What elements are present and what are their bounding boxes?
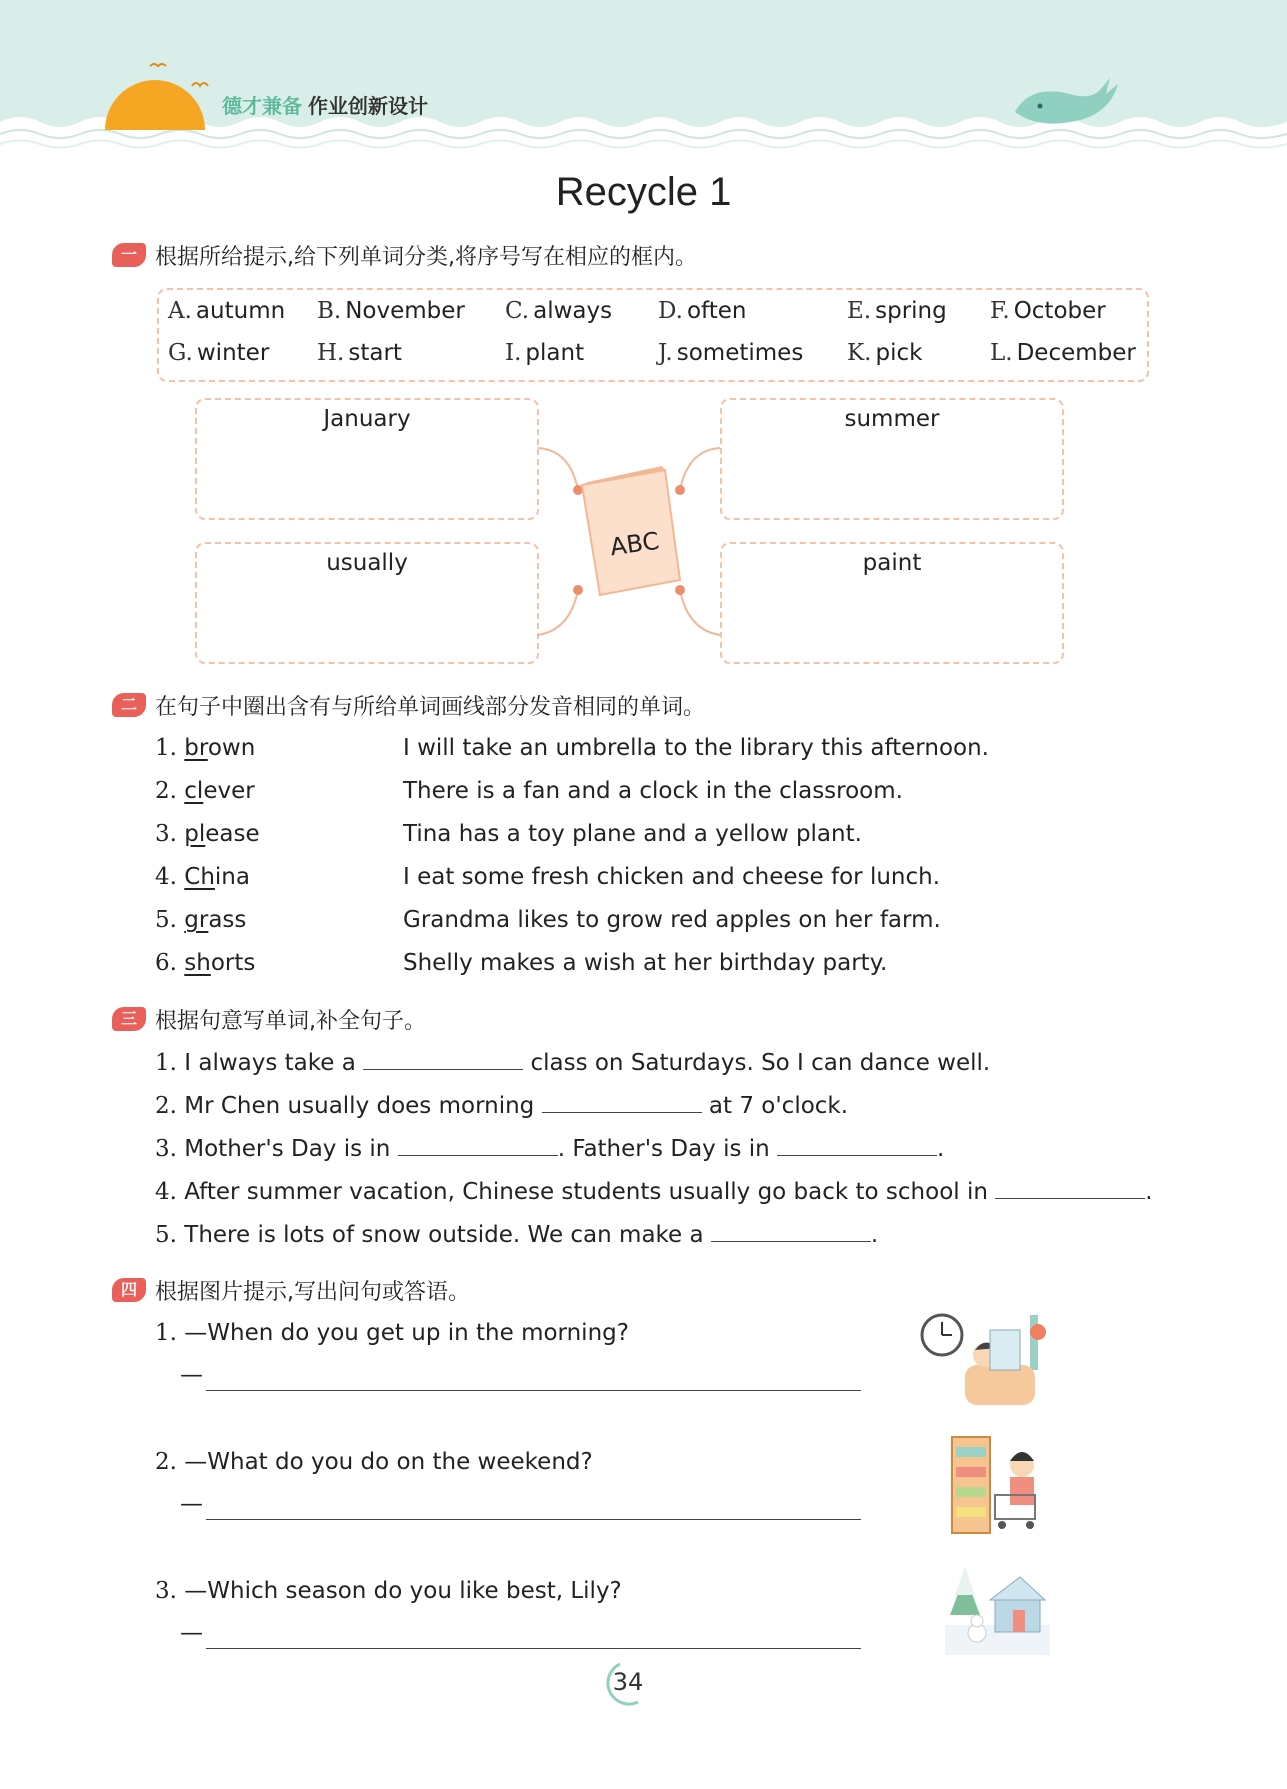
word-key: K. (847, 340, 872, 366)
answer-blank[interactable] (398, 1135, 558, 1156)
word-option (505, 298, 612, 324)
sentence-part: . (1145, 1179, 1153, 1205)
sound-sentence[interactable]: Tina has a toy plane and a yellow plant. (403, 821, 862, 847)
word-text: sometimes (676, 340, 804, 366)
answer-blank[interactable] (542, 1092, 702, 1113)
word-text: pick (875, 340, 923, 366)
brand-title (222, 90, 428, 119)
page-title: Recycle 1 (555, 170, 732, 214)
sentence-part: Mother's Day is in (184, 1136, 391, 1162)
item-number: 5. (155, 1222, 177, 1248)
item-number: 1. (155, 1050, 177, 1076)
word-option (505, 340, 584, 366)
section2-instruction: 在句子中圈出含有与所给单词画线部分发音相同的单词。 (155, 695, 706, 720)
question-text: —When do you get up in the morning? (184, 1320, 629, 1346)
word-key: G. (168, 340, 193, 366)
section1-badge: 一 (112, 243, 146, 267)
word-text: spring (875, 298, 947, 324)
sun-icon (100, 60, 210, 130)
whale-icon (1010, 72, 1120, 132)
word-key: E. (847, 298, 872, 324)
fill-sentence (155, 1092, 848, 1119)
answer-line[interactable] (206, 1648, 861, 1649)
word-text: December (1016, 340, 1136, 366)
category-box-summer[interactable] (720, 398, 1064, 520)
fill-sentence (155, 1178, 1153, 1205)
sound-item (155, 907, 246, 933)
word-option (658, 298, 746, 324)
answer-line[interactable] (206, 1390, 861, 1391)
question-text: —Which season do you like best, Lily? (184, 1578, 622, 1604)
word-key: J. (658, 340, 673, 366)
sound-sentence[interactable]: Shelly makes a wish at her birthday party. (403, 950, 888, 976)
shopping-picture (950, 1435, 1045, 1537)
word-text: winter (196, 340, 270, 366)
underlined-part: pl (184, 821, 206, 847)
word-text: November (345, 298, 465, 324)
category-box-paint[interactable] (720, 542, 1064, 664)
sentence-part: . Father's Day is in (557, 1136, 770, 1162)
item-number: 2. (155, 1093, 177, 1119)
sound-item (155, 864, 250, 890)
item-number: 3. (155, 1578, 177, 1604)
sentence-part: There is lots of snow outside. We can make a (184, 1222, 704, 1248)
item-number: 3. (155, 1136, 177, 1162)
item-number: 3. (155, 821, 177, 847)
category-label: paint (862, 550, 922, 576)
brand-green: 德才兼备 (222, 94, 302, 118)
word-option (847, 340, 922, 366)
sound-item (155, 735, 255, 761)
fill-sentence (155, 1135, 944, 1162)
sound-sentence[interactable]: There is a fan and a clock in the classroom. (403, 778, 903, 804)
word-rest: own (207, 735, 256, 761)
page-number: 34 (612, 1668, 644, 1696)
sound-item (155, 778, 255, 804)
word-option (168, 340, 269, 366)
sound-sentence[interactable]: Grandma likes to grow red apples on her farm. (403, 907, 941, 933)
word-text: start (348, 340, 402, 366)
sound-sentence[interactable]: I will take an umbrella to the library this afternoon. (403, 735, 989, 761)
word-key: B. (317, 298, 342, 324)
answer-blank[interactable] (363, 1049, 523, 1070)
word-rest: orts (210, 950, 256, 976)
fill-sentence (155, 1221, 878, 1248)
item-number: 5. (155, 907, 177, 933)
category-label: January (323, 406, 411, 432)
sentence-part: I always take a (184, 1050, 356, 1076)
item-number: 6. (155, 950, 177, 976)
category-label: summer (844, 406, 940, 432)
word-text: plant (525, 340, 585, 366)
item-number: 4. (155, 864, 177, 890)
word-option (317, 298, 465, 324)
underlined-part: Ch (184, 864, 215, 890)
underlined-part: gr (184, 907, 209, 933)
sentence-part: After summer vacation, Chinese students usually go back to school in (184, 1179, 988, 1205)
answer-dash: — (180, 1362, 203, 1388)
category-label: usually (326, 550, 408, 576)
word-option (847, 298, 947, 324)
sound-item (155, 950, 255, 976)
wake-up-picture (920, 1310, 1065, 1410)
answer-dash: — (180, 1491, 203, 1517)
word-option (990, 340, 1136, 366)
qa-question (155, 1578, 622, 1604)
word-rest: ina (214, 864, 250, 890)
word-key: C. (505, 298, 530, 324)
item-number: 2. (155, 1449, 177, 1475)
answer-blank[interactable] (777, 1135, 937, 1156)
section2-badge: 二 (112, 693, 146, 717)
answer-line[interactable] (206, 1519, 861, 1520)
word-text: autumn (195, 298, 286, 324)
word-rest: ever (203, 778, 255, 804)
word-key: L. (990, 340, 1013, 366)
question-text: —What do you do on the weekend? (184, 1449, 593, 1475)
answer-blank[interactable] (711, 1221, 871, 1242)
item-number: 1. (155, 735, 177, 761)
sound-item (155, 821, 260, 847)
word-key: H. (317, 340, 345, 366)
section1-instruction: 根据所给提示,给下列单词分类,将序号写在相应的框内。 (155, 245, 697, 270)
category-box-january[interactable] (195, 398, 539, 520)
qa-question (155, 1320, 629, 1346)
sentence-part: Mr Chen usually does morning (184, 1093, 535, 1119)
word-option (317, 340, 402, 366)
sentence-part: at 7 o'clock. (708, 1093, 849, 1119)
sentence-part: class on Saturdays. So I can dance well. (530, 1050, 991, 1076)
word-text: always (533, 298, 613, 324)
word-key: D. (658, 298, 683, 324)
answer-blank[interactable] (995, 1178, 1145, 1199)
word-option (990, 298, 1106, 324)
category-box-usually[interactable] (195, 542, 539, 664)
answer-dash: — (180, 1620, 203, 1646)
word-key: F. (990, 298, 1010, 324)
word-rest: ass (208, 907, 247, 933)
sentence-part: . (937, 1136, 945, 1162)
underlined-part: cl (184, 778, 204, 804)
winter-picture (945, 1565, 1050, 1655)
section3-instruction: 根据句意写单词,补全句子。 (155, 1009, 426, 1034)
sound-sentence[interactable]: I eat some fresh chicken and cheese for lunch. (403, 864, 941, 890)
bird-icon (190, 78, 210, 92)
sentence-part: . (870, 1222, 879, 1248)
item-number: 4. (155, 1179, 177, 1205)
book-label: ABC (608, 526, 661, 562)
word-key: A. (168, 298, 192, 324)
qa-question (155, 1449, 593, 1475)
section3-badge: 三 (112, 1007, 146, 1031)
word-text: October (1013, 298, 1106, 324)
underlined-part: sh (184, 950, 211, 976)
word-option (168, 298, 285, 324)
item-number: 2. (155, 778, 177, 804)
word-option (658, 340, 803, 366)
word-key: I. (505, 340, 522, 366)
section4-instruction: 根据图片提示,写出问句或答语。 (155, 1280, 470, 1305)
word-rest: ease (205, 821, 260, 847)
underlined-part: br (184, 735, 208, 761)
fill-sentence (155, 1049, 990, 1076)
brand-dark: 作业创新设计 (308, 94, 428, 118)
item-number: 1. (155, 1320, 177, 1346)
section4-badge: 四 (112, 1278, 146, 1302)
word-text: often (686, 298, 747, 324)
